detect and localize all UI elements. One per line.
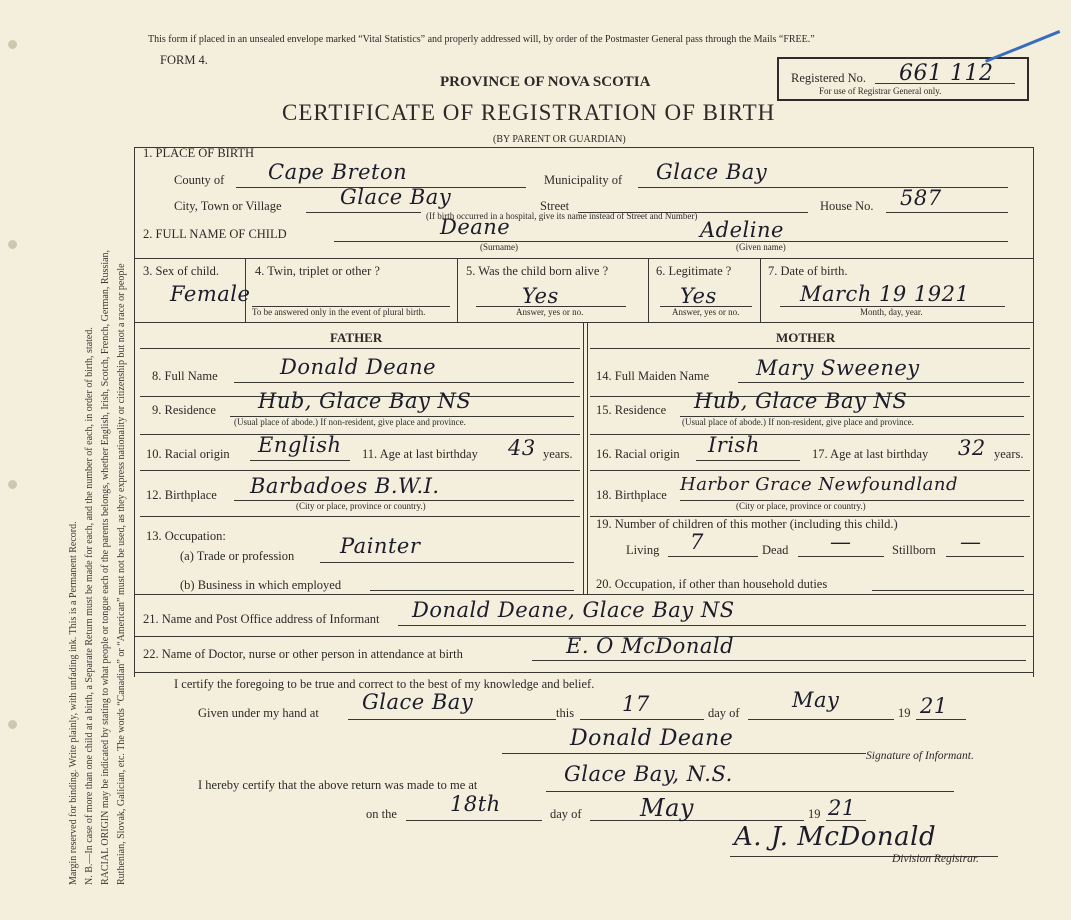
- given-place-value: Glace Bay: [362, 690, 474, 714]
- given-under-label: Given under my hand at: [198, 706, 319, 720]
- father-birthplace-value: Barbadoes B.W.I.: [250, 474, 440, 498]
- mother-age-unit: years.: [994, 447, 1024, 461]
- hospital-note: (If birth occurred in a hospital, give its name instead of Street and Number): [426, 211, 698, 221]
- father-racial-origin-label: 10. Racial origin: [146, 447, 230, 461]
- mother-birthplace-value: Harbor Grace Newfoundland: [680, 474, 959, 495]
- registrar-signature: A. J. McDonald: [734, 822, 937, 852]
- certify-day-of-label: day of: [708, 706, 740, 720]
- father-occupation-label: 13. Occupation:: [146, 529, 226, 543]
- page-subtitle: (BY PARENT OR GUARDIAN): [493, 134, 626, 145]
- dead-value: —: [830, 530, 852, 554]
- mother-heading: MOTHER: [776, 330, 836, 345]
- registrar-certify-text: I hereby certify that the above return was made to me at: [198, 778, 478, 792]
- binding-margin: [0, 0, 60, 920]
- registrar-day-of-label: day of: [550, 807, 582, 821]
- registrar-place-value: Glace Bay, N.S.: [564, 762, 733, 786]
- father-residence-label: 9. Residence: [152, 403, 216, 417]
- registrar-signature-label: Division Registrar.: [892, 853, 979, 865]
- registrar-day-value: 18th: [450, 792, 501, 816]
- punch-hole: [8, 240, 17, 249]
- certify-month-value: May: [792, 688, 840, 712]
- informant-signature: Donald Deane: [570, 726, 734, 751]
- father-residence-note: (Usual place of abode.) If non-resident, give place and province.: [234, 417, 466, 427]
- registered-value: 661 112: [899, 61, 994, 86]
- form-number: FORM 4.: [160, 53, 208, 67]
- father-birthplace-note: (City or place, province or country.): [296, 501, 426, 511]
- father-business-label: (b) Business in which employed: [180, 578, 342, 592]
- twin-label: 4. Twin, triplet or other ?: [255, 264, 380, 278]
- informant-value: Donald Deane, Glace Bay NS: [412, 598, 735, 622]
- mother-residence-note: (Usual place of abode.) If non-resident, give place and province.: [682, 417, 914, 427]
- registered-number-box: [777, 57, 1029, 101]
- legitimate-note: Answer, yes or no.: [672, 307, 740, 317]
- father-name-label: 8. Full Name: [152, 369, 218, 383]
- legitimate-label: 6. Legitimate ?: [656, 264, 732, 278]
- father-trade-label: (a) Trade or profession: [180, 549, 295, 563]
- father-age-label: 11. Age at last birthday: [362, 447, 478, 461]
- child-name-label: 2. FULL NAME OF CHILD: [143, 227, 287, 241]
- house-number-label: House No.: [820, 199, 874, 213]
- certify-year-value: 21: [920, 694, 948, 718]
- municipality-value: Glace Bay: [656, 160, 768, 184]
- born-alive-note: Answer, yes or no.: [516, 307, 584, 317]
- father-name-value: Donald Deane: [280, 355, 437, 379]
- child-given-name-value: Adeline: [700, 218, 784, 242]
- dead-label: Dead: [762, 543, 789, 557]
- mother-racial-origin-label: 16. Racial origin: [596, 447, 680, 461]
- dob-note: Month, day, year.: [860, 307, 923, 317]
- father-residence-value: Hub, Glace Bay NS: [258, 389, 472, 413]
- registrar-note: For use of Registrar General only.: [819, 86, 942, 96]
- margin-note-3: RACIAL ORIGIN may be indicated by stating to what people or tongue each of the parents belongs, whether English, Irish, Scotch, French, German, Russian,: [100, 249, 111, 885]
- mother-age-value: 32: [958, 436, 986, 460]
- surname-note: (Surname): [480, 242, 518, 252]
- stillborn-label: Stillborn: [892, 543, 936, 557]
- punch-hole: [8, 480, 17, 489]
- municipality-label: Municipality of: [544, 173, 623, 187]
- given-name-note: (Given name): [736, 242, 786, 252]
- doctor-label: 22. Name of Doctor, nurse or other person in attendance at birth: [143, 647, 463, 661]
- mother-birthplace-label: 18. Birthplace: [596, 488, 667, 502]
- father-age-value: 43: [508, 436, 536, 460]
- living-label: Living: [626, 543, 660, 557]
- father-racial-origin-value: English: [258, 433, 342, 457]
- certify-text: I certify the foregoing to be true and correct to the best of my knowledge and belief.: [174, 677, 595, 691]
- father-trade-value: Painter: [340, 534, 421, 558]
- county-value: Cape Breton: [268, 160, 408, 184]
- street-label: Street: [540, 199, 570, 213]
- place-of-birth-label: 1. PLACE OF BIRTH: [143, 146, 255, 160]
- mother-residence-value: Hub, Glace Bay NS: [694, 389, 908, 413]
- margin-note-2: N. B.—In case of more than one child at a birth, a Separate Return must be made for each, and the number of each, in order of birth, stated.: [84, 327, 95, 885]
- registrar-year-value: 21: [828, 796, 856, 820]
- page-title: CERTIFICATE OF REGISTRATION OF BIRTH: [282, 100, 776, 125]
- legitimate-value: Yes: [680, 284, 717, 308]
- dob-value: March 19 1921: [800, 282, 970, 306]
- mother-name-value: Mary Sweeney: [756, 356, 920, 380]
- certify-year-prefix: 19: [898, 706, 911, 720]
- punch-hole: [8, 720, 17, 729]
- city-value: Glace Bay: [340, 185, 452, 209]
- province-heading: PROVINCE OF NOVA SCOTIA: [440, 74, 651, 90]
- mother-residence-label: 15. Residence: [596, 403, 667, 417]
- mother-name-label: 14. Full Maiden Name: [596, 369, 710, 383]
- house-number-value: 587: [900, 186, 942, 210]
- certify-day-value: 17: [622, 692, 650, 716]
- living-value: 7: [690, 530, 704, 554]
- mother-racial-origin-value: Irish: [708, 433, 760, 457]
- mother-children-label: 19. Number of children of this mother (including this child.): [596, 517, 898, 531]
- child-surname-value: Deane: [440, 215, 511, 239]
- dob-label: 7. Date of birth.: [768, 264, 848, 278]
- registered-label: Registered No.: [791, 71, 866, 85]
- on-the-label: on the: [366, 807, 397, 821]
- county-label: County of: [174, 173, 225, 187]
- mother-birthplace-note: (City or place, province or country.): [736, 501, 866, 511]
- punch-hole: [8, 40, 17, 49]
- city-label: City, Town or Village: [174, 199, 282, 213]
- stillborn-value: —: [960, 530, 982, 554]
- margin-note-1: Margin reserved for binding. Write plainly, with unfading ink. This is a Permanent Record.: [68, 521, 79, 885]
- father-age-unit: years.: [543, 447, 573, 461]
- born-alive-label: 5. Was the child born alive ?: [466, 264, 609, 278]
- father-heading: FATHER: [330, 330, 383, 345]
- mother-age-label: 17. Age at last birthday: [812, 447, 929, 461]
- sex-label: 3. Sex of child.: [143, 264, 220, 278]
- sex-value: Female: [170, 282, 251, 306]
- this-label: this: [556, 706, 575, 720]
- mother-occupation-label: 20. Occupation, if other than household duties: [596, 577, 828, 591]
- mail-note: This form if placed in an unsealed envelope marked “Vital Statistics” and properly addressed will, by order of the Postmaster General pass through the Mails “FREE.”: [148, 34, 815, 45]
- informant-signature-label: Signature of Informant.: [866, 750, 974, 762]
- twin-note: To be answered only in the event of plural birth.: [252, 307, 426, 317]
- margin-note-4: Ruthenian, Slovak, Galician, etc. The words “Canadian” or “American” must not be used, as they express nationality or citizenship but not a race or people: [116, 263, 127, 885]
- doctor-value: E. O McDonald: [566, 634, 735, 658]
- registrar-month-value: May: [640, 794, 694, 822]
- born-alive-value: Yes: [522, 284, 559, 308]
- informant-label: 21. Name and Post Office address of Informant: [143, 612, 380, 626]
- registrar-year-prefix: 19: [808, 807, 821, 821]
- father-birthplace-label: 12. Birthplace: [146, 488, 217, 502]
